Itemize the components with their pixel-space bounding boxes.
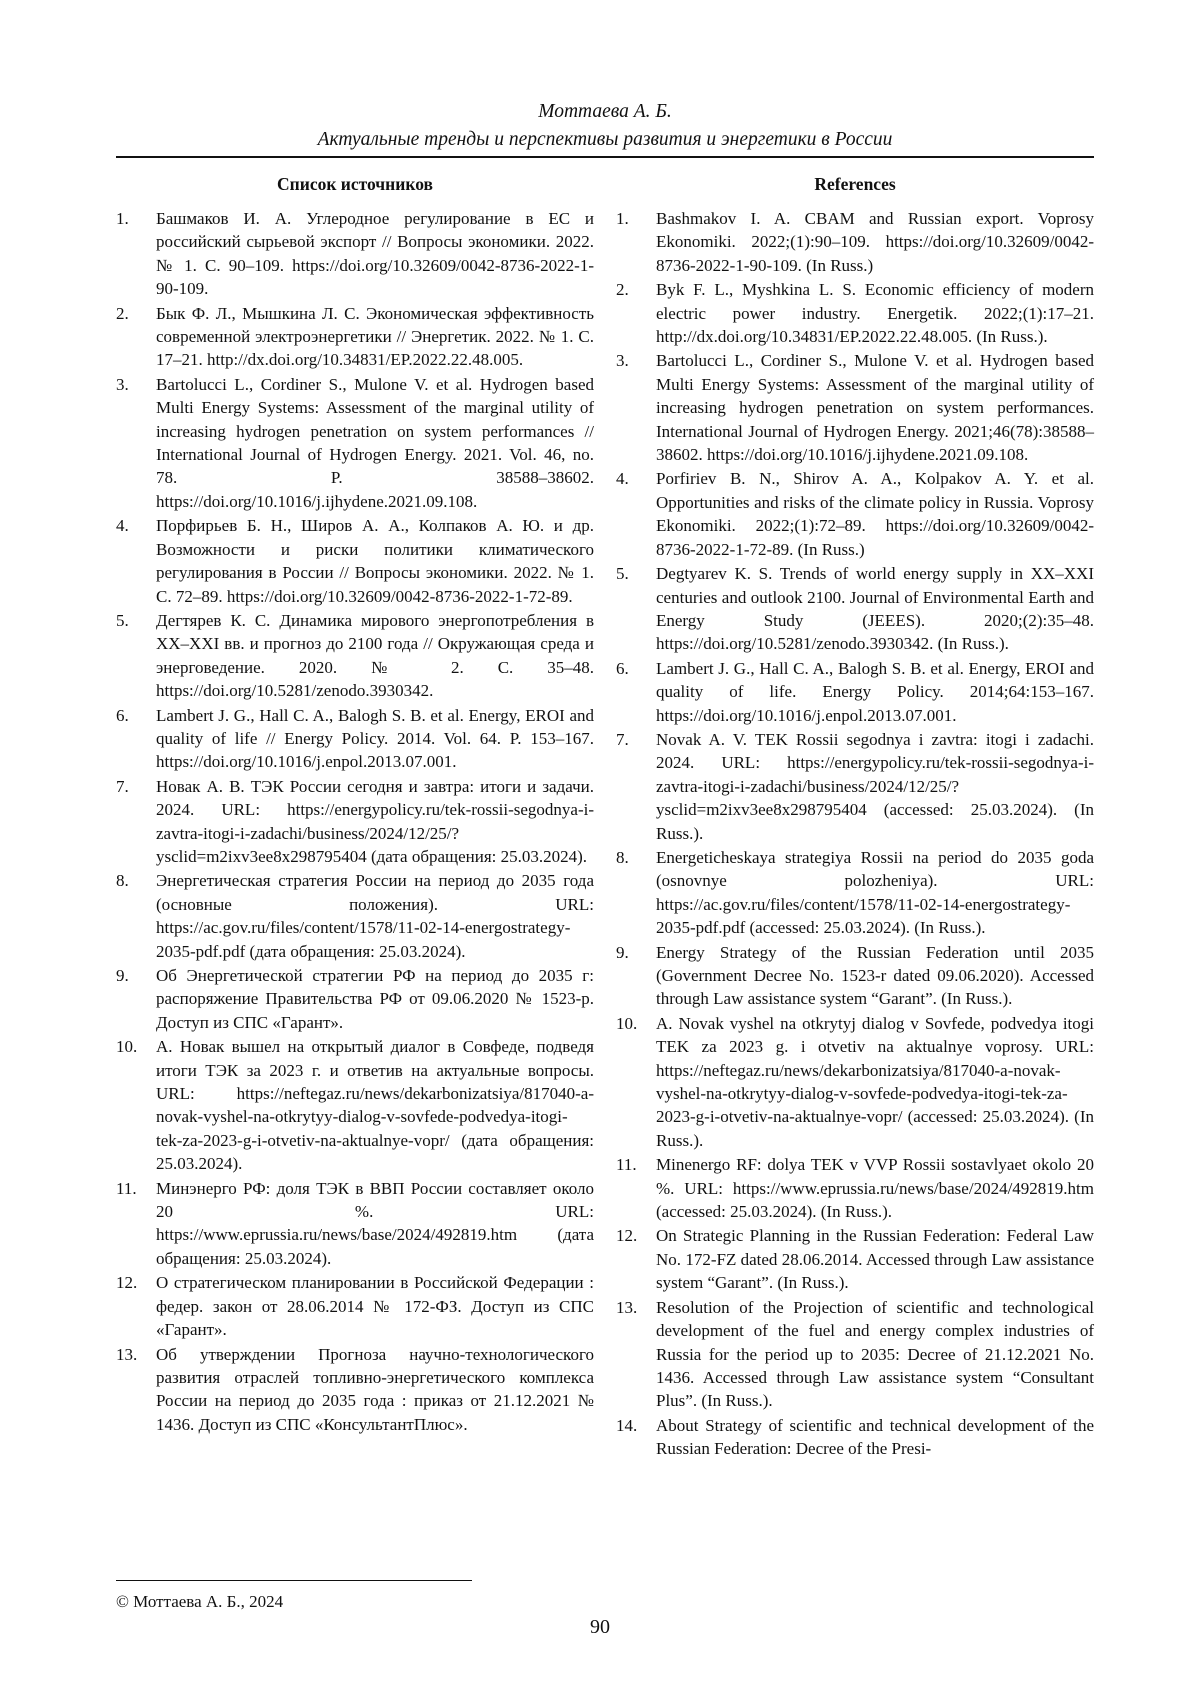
reference-text: Дегтярев К. С. Динамика мирового энергопотребления в XX–XXI вв. и прогноз до 2100 года // Окружающая среда и энерговедение. 2020. № 2. С. 35–48. https://doi.org/10.5281/zenodo.3930342. [156,610,594,701]
reference-item [116,1177,594,1271]
reference-number: 10. [616,1013,638,1033]
reference-number: 1. [116,209,129,228]
running-head-author: Моттаева А. Б. [538,101,672,122]
reference-item [116,302,594,372]
reference-item [616,1153,1094,1223]
reference-number: 6. [116,705,129,725]
reference-item [616,1414,1094,1461]
reference-text: Порфирьев Б. Н., Широв А. А., Колпаков А. Ю. и др. Возможности и риски политики климатического регулирования в России // Вопросы экономики. 2022. № 1. С. 72–89. https://doi.org/10.32609/0042-8736-2022-1-72-89. [156,516,594,606]
reference-number: 3. [616,351,629,371]
reference-text: Energeticheskaya strategiya Rossii na period do 2035 goda (osnovnye polozheniya). URL: https://ac.gov.ru/files/content/1578/11-02-14-energostrategy-2035-pdf.pdf (accessed: 25.03.2024). (In Russ.). [656,847,1094,938]
reference-item [116,704,594,774]
reference-text: Об утверждении Прогноза научно-технологического развития отраслей топливно-энергетического комплекса России на период до 2035 года : приказ от 21.12.2021 № 1436. Доступ из СПС «КонсультантПлюс». [156,1344,594,1434]
sources-heading: Список источников [277,174,433,194]
reference-item [116,609,594,703]
reference-item [116,1271,594,1341]
sources-column-ru [116,172,594,1437]
reference-number: 7. [616,729,629,749]
reference-number: 1. [616,209,629,228]
running-head-title: Актуальные тренды и перспективы развития и энергетики в России [317,129,893,150]
reference-item [116,869,594,963]
reference-item [616,1012,1094,1152]
reference-number: 7. [116,776,129,796]
reference-text: Byk F. L., Myshkina L. S. Economic efficiency of modern electric power industry. Energetik. 2022;(1):17–21. http://dx.doi.org/10.34831/EP.2022.22.48.005. (In Russ.). [656,280,1094,347]
copyright-notice: © Моттаева А. Б., 2024 [116,1592,284,1611]
reference-item [616,728,1094,845]
reference-number: 4. [616,469,629,489]
reference-text: Bartolucci L., Cordiner S., Mulone V. et al. Hydrogen based Multi Energy Systems: Assessment of the marginal utility of increasing hydrogen penetration on system performances // International Journal of Hydrogen Energy. 2021. Vol. 46, no. 78. P. 38588–38602. https://doi.org/10.1016/j.ijhydene.2021.09.108. [156,374,594,511]
reference-text: Башмаков И. А. Углеродное регулирование в ЕС и российский сырьевой экспорт // Вопросы экономики. 2022. № 1. С. 90–109. https://doi.org/10.32609/0042-8736-2022-1-90-109. [156,209,594,299]
page-number: 90 [590,1616,610,1638]
reference-number: 9. [616,942,629,962]
reference-text: Lambert J. G., Hall C. A., Balogh S. B. et al. Energy, EROI and quality of life. Energy Policy. 2014;64:153–167. https://doi.org/10.1016/j.enpol.2013.07.001. [656,658,1094,725]
reference-item [116,1343,594,1437]
reference-item [616,349,1094,466]
reference-text: О стратегическом планировании в Российской Федерации : федер. закон от 28.06.2014 № 172-ФЗ. Доступ из СПС «Гарант». [156,1273,594,1340]
header-rule [116,156,1094,158]
reference-number: 2. [116,303,129,323]
reference-number: 5. [116,610,129,630]
reference-item [116,207,594,301]
reference-number: 11. [616,1155,637,1175]
reference-number: 10. [116,1037,138,1057]
reference-text: Energy Strategy of the Russian Federation until 2035 (Government Decree No. 1523-r dated 09.06.2020). Accessed through Law assistance system “Garant”. (In Russ.). [656,942,1094,1009]
reference-item [616,1296,1094,1413]
reference-number: 4. [116,516,129,536]
reference-text: Minenergo RF: dolya TEK v VVP Rossii sostavlyaet okolo 20 %. URL: https://www.eprussia.ru/news/base/2024/492819.htm (accessed: 25.03.2024). (In Russ.). [656,1155,1094,1222]
running-head [116,98,1094,154]
reference-text: Энергетическая стратегия России на период до 2035 года (основные положения). URL: https://ac.gov.ru/files/content/1578/11-02-14-energostrategy-2035-pdf.pdf (дата обращения: 25.03.2024). [156,871,594,961]
reference-item [616,278,1094,348]
reference-number: 11. [116,1178,137,1198]
reference-number: 9. [116,966,129,985]
reference-text: About Strategy of scientific and technical development of the Russian Federation: Decree of the Presi- [656,1415,1094,1459]
reference-number: 12. [116,1273,138,1293]
reference-number: 8. [116,871,129,891]
reference-number: 3. [116,374,129,394]
reference-text: Novak A. V. TEK Rossii segodnya i zavtra: itogi i zadachi. 2024. URL: https://energypolicy.ru/tek-rossii-segodnya-i-zavtra-itogi-i-zadachi/business/2024/12/25/?ysclid=m2ixv3ee8x298795404 (accessed: 25.03.2024). (In Russ.). [656,729,1094,843]
references-column-en [616,172,1094,1462]
reference-text: Degtyarev K. S. Trends of world energy supply in XX–XXI centuries and outlook 2100. Journal of Environmental Earth and Energy Study (JEEES). 2020;(2):35–48. https://doi.org/10.5281/zenodo.3930342. (In Russ.). [656,564,1094,654]
reference-text: Bashmakov I. A. CBAM and Russian export. Voprosy Ekonomiki. 2022;(1):90–109. https://doi.org/10.32609/0042-8736-2022-1-90-109. (In Russ.) [656,209,1094,275]
reference-text: Бык Ф. Л., Мышкина Л. С. Экономическая эффективность современной электроэнергетики // Энергетик. 2022. № 1. С. 17–21. http://dx.doi.org/10.34831/EP.2022.22.48.005. [156,303,594,370]
reference-item [116,373,594,513]
reference-number: 12. [616,1226,638,1246]
reference-item [616,1224,1094,1294]
reference-number: 6. [616,658,629,678]
reference-number: 13. [616,1297,638,1317]
reference-text: Новак А. В. ТЭК России сегодня и завтра: итоги и задачи. 2024. URL: https://energypolicy.ru/tek-rossii-segodnya-i-zavtra-itogi-i-zadachi/business/2024/12/25/?ysclid=m2ixv3ee8x298795404 (дата обращения: 25.03.2024). [156,776,594,866]
references-list [616,207,1094,1461]
reference-number: 14. [616,1415,638,1435]
reference-text: Resolution of the Projection of scientific and technological development of the fuel and energy complex industries of Russia for the period up to 2035: Decree of 21.12.2021 No. 1436. Accessed through Law assistance system “Consultant Plus”. (In Russ.). [656,1297,1094,1411]
reference-item [116,1035,594,1175]
reference-item [616,846,1094,940]
reference-number: 5. [616,564,629,584]
reference-text: Lambert J. G., Hall C. A., Balogh S. B. et al. Energy, EROI and quality of life // Energy Policy. 2014. Vol. 64. P. 153–167. https://doi.org/10.1016/j.enpol.2013.07.001. [156,705,594,772]
reference-item [116,964,594,1034]
reference-item [616,467,1094,561]
reference-item [616,657,1094,727]
reference-item [616,207,1094,277]
reference-number: 2. [616,280,629,300]
reference-text: A. Novak vyshel na otkrytyj dialog v Sovfede, podvedya itogi TEK za 2023 g. i otvetiv na aktualnye voprosy. URL: https://neftegaz.ru/news/dekarbonizatsiya/817040-a-novak-vyshel-na-otkrytyy-dialog-v-sovfede-podvedya-itogi-tek-za-2023-g-i-otvetiv-na-aktualnye-vopr/ (accessed: 25.03.2024). (In Russ.). [656,1013,1094,1150]
reference-item [116,775,594,869]
reference-number: 13. [116,1344,138,1364]
sources-list [116,207,594,1436]
reference-item [616,941,1094,1011]
reference-item [616,562,1094,656]
reference-text: Об Энергетической стратегии РФ на период до 2035 г: распоряжение Правительства РФ от 09.06.2020 № 1523-р. Доступ из СПС «Гарант». [156,966,594,1032]
reference-text: Bartolucci L., Cordiner S., Mulone V. et al. Hydrogen based Multi Energy Systems: Assessment of the marginal utility of increasing hydrogen penetration on system performances. International Journal of Hydrogen Energy. 2021;46(78):38588–38602. https://doi.org/10.1016/j.ijhydene.2021.09.108. [656,351,1094,465]
reference-number: 8. [616,847,629,867]
reference-text: Минэнерго РФ: доля ТЭК в ВВП России составляет около 20 %. URL: https://www.eprussia.ru/news/base/2024/492819.htm (дата обращения: 25.03.2024). [156,1178,594,1268]
reference-item [116,514,594,608]
reference-text: On Strategic Planning in the Russian Federation: Federal Law No. 172-FZ dated 28.06.2014. Accessed through Law assistance system “Garant”. (In Russ.). [656,1226,1094,1293]
references-heading: References [814,174,896,194]
reference-text: А. Новак вышел на открытый диалог в Совфеде, подведя итоги ТЭК за 2023 г. и ответив на актуальные вопросы. URL: https://neftegaz.ru/news/dekarbonizatsiya/817040-a-novak-vyshel-na-otkrytyy-dialog-v-sovfede-podvedya-itogi-tek-za-2023-g-i-otvetiv-na-aktualnye-vopr/ (дата обращения: 25.03.2024). [156,1037,594,1174]
footnote-rule [116,1580,472,1581]
reference-text: Porfiriev B. N., Shirov A. A., Kolpakov A. Y. et al. Opportunities and risks of the climate policy in Russia. Voprosy Ekonomiki. 2022;(1):72–89. https://doi.org/10.32609/0042-8736-2022-1-72-89. (In Russ.) [656,469,1094,559]
